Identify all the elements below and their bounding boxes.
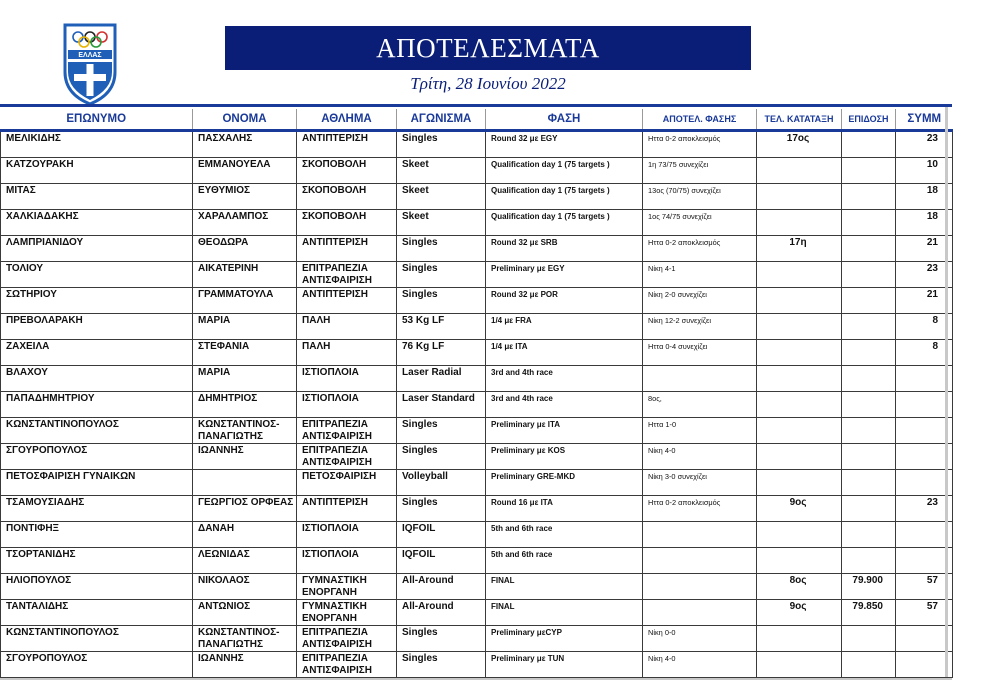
cell-performance — [842, 366, 896, 392]
cell-final-rank — [757, 548, 842, 574]
table-row — [1, 392, 953, 418]
cell-surname: ΖΑΧΕΙΛΑ — [1, 340, 193, 366]
cell-phase: FINAL — [486, 574, 643, 600]
cell-participants — [896, 548, 953, 574]
cell-event: Laser Radial — [397, 366, 486, 392]
cell-phase-result: Νίκη 3-0 συνεχίζει — [643, 470, 757, 496]
cell-sport: ΙΣΤΙΟΠΛΟΙΑ — [297, 548, 397, 574]
cell-event: Skeet — [397, 184, 486, 210]
table-row — [1, 574, 953, 600]
cell-name: ΛΕΩΝΙΔΑΣ — [193, 548, 297, 574]
cell-phase: Preliminary GRE-MKD — [486, 470, 643, 496]
cell-phase: 5th and 6th race — [486, 522, 643, 548]
table-body — [1, 131, 953, 678]
col-header: ΣΥΜΜ — [896, 109, 953, 131]
hellenic-olympic-logo — [62, 22, 118, 106]
table-row — [1, 158, 953, 184]
cell-sport: ΣΚΟΠΟΒΟΛΗ — [297, 158, 397, 184]
cell-phase-result: Ηττα 0-2 αποκλεισμός — [643, 496, 757, 522]
cell-phase-result: 13ος (70/75) συνεχίζει — [643, 184, 757, 210]
cell-final-rank — [757, 470, 842, 496]
cell-phase-result — [643, 522, 757, 548]
table-row — [1, 548, 953, 574]
cell-performance — [842, 626, 896, 652]
cell-participants — [896, 418, 953, 444]
table-row — [1, 496, 953, 522]
cell-final-rank — [757, 314, 842, 340]
cell-phase-result — [643, 574, 757, 600]
cell-sport: ΑΝΤΙΠΤΕΡΙΣΗ — [297, 236, 397, 262]
cell-phase: Qualification day 1 (75 targets ) — [486, 184, 643, 210]
cell-surname: ΣΓΟΥΡΟΠΟΥΛΟΣ — [1, 652, 193, 678]
cell-participants: 8 — [896, 340, 953, 366]
cell-phase: Round 32 με POR — [486, 288, 643, 314]
cell-name: ΠΑΣΧΑΛΗΣ — [193, 131, 297, 158]
cell-performance — [842, 158, 896, 184]
cell-final-rank — [757, 522, 842, 548]
cell-name: ΕΥΘΥΜΙΟΣ — [193, 184, 297, 210]
cell-sport: ΑΝΤΙΠΤΕΡΙΣΗ — [297, 131, 397, 158]
cell-surname: ΠΑΠΑΔΗΜΗΤΡΙΟΥ — [1, 392, 193, 418]
cell-phase: Qualification day 1 (75 targets ) — [486, 158, 643, 184]
cell-phase-result — [643, 548, 757, 574]
cell-sport: ΙΣΤΙΟΠΛΟΙΑ — [297, 522, 397, 548]
cell-phase-result: Νίκη 12-2 συνεχίζει — [643, 314, 757, 340]
cell-surname: ΤΣΟΡΤΑΝΙΔΗΣ — [1, 548, 193, 574]
logo-text: ΕΛΛΑΣ — [78, 52, 102, 59]
cell-performance — [842, 288, 896, 314]
cell-event: Singles — [397, 496, 486, 522]
cell-name: ΔΑΝΑΗ — [193, 522, 297, 548]
table-row — [1, 444, 953, 470]
cell-surname: ΣΩΤΗΡΙΟΥ — [1, 288, 193, 314]
cell-final-rank — [757, 444, 842, 470]
cell-name: ΚΩΝΣΤΑΝΤΙΝΟΣ-ΠΑΝΑΓΙΩΤΗΣ — [193, 418, 297, 444]
cell-participants — [896, 626, 953, 652]
cell-name — [193, 470, 297, 496]
cell-name: ΙΩΑΝΝΗΣ — [193, 652, 297, 678]
cell-name: ΙΩΑΝΝΗΣ — [193, 444, 297, 470]
table-row — [1, 288, 953, 314]
cell-sport: ΕΠΙΤΡΑΠΕΖΙΑ ΑΝΤΙΣΦΑΙΡΙΣΗ — [297, 652, 397, 678]
cell-surname: ΒΛΑΧΟΥ — [1, 366, 193, 392]
cell-phase: Round 32 με EGY — [486, 131, 643, 158]
cell-final-rank: 9ος — [757, 496, 842, 522]
cell-event: Singles — [397, 131, 486, 158]
cell-phase: 3rd and 4th race — [486, 366, 643, 392]
cell-performance — [842, 652, 896, 678]
cell-phase: Preliminary με TUN — [486, 652, 643, 678]
cell-event: 53 Kg LF — [397, 314, 486, 340]
cell-phase: 3rd and 4th race — [486, 392, 643, 418]
cell-name: ΣΤΕΦΑΝΙΑ — [193, 340, 297, 366]
cell-performance — [842, 522, 896, 548]
cell-final-rank — [757, 210, 842, 236]
cell-final-rank: 8ος — [757, 574, 842, 600]
col-header: ΑΘΛΗΜΑ — [297, 109, 397, 131]
cell-performance — [842, 340, 896, 366]
table-row — [1, 366, 953, 392]
cell-name: ΚΩΝΣΤΑΝΤΙΝΟΣ-ΠΑΝΑΓΙΩΤΗΣ — [193, 626, 297, 652]
cell-name: ΜΑΡΙΑ — [193, 314, 297, 340]
cell-phase: Preliminary με KOS — [486, 444, 643, 470]
cell-participants: 18 — [896, 210, 953, 236]
table-row — [1, 131, 953, 158]
cell-participants: 18 — [896, 184, 953, 210]
page-edge-shadow — [945, 107, 948, 677]
cell-name: ΑΙΚΑΤΕΡΙΝΗ — [193, 262, 297, 288]
cell-phase-result: Νίκη 4-0 — [643, 444, 757, 470]
cell-surname: ΤΣΑΜΟΥΣΙΑΔΗΣ — [1, 496, 193, 522]
cell-final-rank — [757, 288, 842, 314]
cell-sport: ΑΝΤΙΠΤΕΡΙΣΗ — [297, 496, 397, 522]
cell-surname: ΚΑΤΖΟΥΡΑΚΗ — [1, 158, 193, 184]
cell-phase-result — [643, 600, 757, 626]
table-row — [1, 652, 953, 678]
page-title: ΑΠΟΤΕΛΕΣΜΑΤΑ — [225, 26, 751, 70]
cell-surname: ΜΙΤΑΣ — [1, 184, 193, 210]
cell-final-rank — [757, 418, 842, 444]
header-rule — [0, 104, 952, 107]
cell-event: IQFOIL — [397, 522, 486, 548]
cell-surname: ΛΑΜΠΡΙΑΝΙΔΟΥ — [1, 236, 193, 262]
cell-phase-result — [643, 366, 757, 392]
cell-performance — [842, 496, 896, 522]
cell-participants — [896, 444, 953, 470]
cell-participants: 57 — [896, 600, 953, 626]
cell-sport: ΕΠΙΤΡΑΠΕΖΙΑ ΑΝΤΙΣΦΑΙΡΙΣΗ — [297, 262, 397, 288]
cell-sport: ΠΑΛΗ — [297, 340, 397, 366]
cell-participants: 57 — [896, 574, 953, 600]
cell-surname: ΤΑΝΤΑΛΙΔΗΣ — [1, 600, 193, 626]
cell-name: ΓΡΑΜΜΑΤΟΥΛΑ — [193, 288, 297, 314]
cell-sport: ΣΚΟΠΟΒΟΛΗ — [297, 184, 397, 210]
cell-name: ΑΝΤΩΝΙΟΣ — [193, 600, 297, 626]
cell-event: Volleyball — [397, 470, 486, 496]
cell-phase-result: Νίκη 4-1 — [643, 262, 757, 288]
cell-sport: ΙΣΤΙΟΠΛΟΙΑ — [297, 392, 397, 418]
table-row — [1, 418, 953, 444]
cell-participants: 21 — [896, 288, 953, 314]
cell-phase-result: Ηττα 0-4 συνεχίζει — [643, 340, 757, 366]
cell-performance — [842, 444, 896, 470]
cell-final-rank — [757, 366, 842, 392]
cell-surname: ΠΕΤΟΣΦΑΙΡΙΣΗ ΓΥΝΑΙΚΩΝ — [1, 470, 193, 496]
cell-phase: 1/4 με FRA — [486, 314, 643, 340]
cell-participants — [896, 652, 953, 678]
cell-surname: ΚΩΝΣΤΑΝΤΙΝΟΠΟΥΛΟΣ — [1, 418, 193, 444]
cell-performance: 79.850 — [842, 600, 896, 626]
cell-performance: 79.900 — [842, 574, 896, 600]
cell-phase-result: Ηττα 1-0 — [643, 418, 757, 444]
table-row — [1, 626, 953, 652]
cell-performance — [842, 262, 896, 288]
cell-phase: 1/4 με ITA — [486, 340, 643, 366]
cell-surname: ΗΛΙΟΠΟΥΛΟΣ — [1, 574, 193, 600]
cell-phase: Round 16 με ITA — [486, 496, 643, 522]
cell-phase: FINAL — [486, 600, 643, 626]
cell-participants — [896, 522, 953, 548]
cell-participants: 23 — [896, 131, 953, 158]
cell-surname: ΧΑΛΚΙΑΔΑΚΗΣ — [1, 210, 193, 236]
cell-final-rank — [757, 392, 842, 418]
cell-event: Singles — [397, 236, 486, 262]
table-row — [1, 262, 953, 288]
cell-phase: Preliminary μεCYP — [486, 626, 643, 652]
cell-name: ΧΑΡΑΛΑΜΠΟΣ — [193, 210, 297, 236]
cell-participants — [896, 392, 953, 418]
cell-phase-result: 1η 73/75 συνεχίζει — [643, 158, 757, 184]
cell-name: ΜΑΡΙΑ — [193, 366, 297, 392]
col-header: ΑΓΩΝΙΣΜΑ — [397, 109, 486, 131]
cell-phase-result: 8ος, — [643, 392, 757, 418]
col-header: ΕΠΩΝΥΜΟ — [1, 109, 193, 131]
cell-event: Skeet — [397, 210, 486, 236]
cell-phase: 5th and 6th race — [486, 548, 643, 574]
cell-name: ΝΙΚΟΛΑΟΣ — [193, 574, 297, 600]
cell-phase: Qualification day 1 (75 targets ) — [486, 210, 643, 236]
table-header-row — [1, 109, 953, 131]
cell-performance — [842, 418, 896, 444]
cell-performance — [842, 314, 896, 340]
cell-performance — [842, 470, 896, 496]
table-row — [1, 600, 953, 626]
cell-sport: ΓΥΜΝΑΣΤΙΚΗ ΕΝΟΡΓΑΝΗ — [297, 600, 397, 626]
cell-event: 76 Kg LF — [397, 340, 486, 366]
cell-surname: ΤΟΛΙΟΥ — [1, 262, 193, 288]
cell-participants: 23 — [896, 496, 953, 522]
cell-event: All-Around — [397, 574, 486, 600]
cell-name: ΘΕΟΔΩΡΑ — [193, 236, 297, 262]
cell-final-rank: 17ος — [757, 131, 842, 158]
cell-participants: 8 — [896, 314, 953, 340]
table-row — [1, 470, 953, 496]
col-header: ΤΕΛ. ΚΑΤΑΤΑΞΗ — [757, 109, 842, 131]
cell-event: Singles — [397, 418, 486, 444]
cell-final-rank — [757, 184, 842, 210]
cell-phase-result: Ηττα 0-2 αποκλεισμός — [643, 131, 757, 158]
cell-event: Singles — [397, 262, 486, 288]
col-header: ΑΠΟΤΕΛ. ΦΑΣΗΣ — [643, 109, 757, 131]
cell-participants: 21 — [896, 236, 953, 262]
cell-participants — [896, 470, 953, 496]
cell-final-rank — [757, 652, 842, 678]
cell-sport: ΣΚΟΠΟΒΟΛΗ — [297, 210, 397, 236]
cell-event: Skeet — [397, 158, 486, 184]
cell-sport: ΠΑΛΗ — [297, 314, 397, 340]
cell-final-rank — [757, 262, 842, 288]
col-header: ΟΝΟΜΑ — [193, 109, 297, 131]
cell-event: Singles — [397, 288, 486, 314]
cell-sport: ΓΥΜΝΑΣΤΙΚΗ ΕΝΟΡΓΑΝΗ — [297, 574, 397, 600]
cell-phase-result: Νίκη 2-0 συνεχίζει — [643, 288, 757, 314]
cell-event: Laser Standard — [397, 392, 486, 418]
cell-phase-result: Ηττα 0-2 αποκλεισμός — [643, 236, 757, 262]
cell-participants — [896, 366, 953, 392]
cell-event: All-Around — [397, 600, 486, 626]
cell-phase: Preliminary με EGY — [486, 262, 643, 288]
cell-sport: ΕΠΙΤΡΑΠΕΖΙΑ ΑΝΤΙΣΦΑΙΡΙΣΗ — [297, 418, 397, 444]
cell-phase: Round 32 με SRB — [486, 236, 643, 262]
page-bottom-shadow — [0, 678, 952, 680]
table-row — [1, 314, 953, 340]
cell-performance — [842, 548, 896, 574]
cell-surname: ΚΩΝΣΤΑΝΤΙΝΟΠΟΥΛΟΣ — [1, 626, 193, 652]
table-row — [1, 522, 953, 548]
cell-sport: ΑΝΤΙΠΤΕΡΙΣΗ — [297, 288, 397, 314]
cell-name: ΕΜΜΑΝΟΥΕΛΑ — [193, 158, 297, 184]
cell-event: Singles — [397, 652, 486, 678]
cell-event: IQFOIL — [397, 548, 486, 574]
cell-performance — [842, 392, 896, 418]
cell-name: ΓΕΩΡΓΙΟΣ ΟΡΦΕΑΣ — [193, 496, 297, 522]
page-date: Τρίτη, 28 Ιουνίου 2022 — [410, 74, 566, 93]
cell-final-rank — [757, 158, 842, 184]
cell-surname: ΜΕΛΙΚΙΔΗΣ — [1, 131, 193, 158]
cell-surname: ΠΟΝΤΙΦΗΞ — [1, 522, 193, 548]
cell-participants: 10 — [896, 158, 953, 184]
cell-final-rank: 17η — [757, 236, 842, 262]
cell-participants: 23 — [896, 262, 953, 288]
cell-performance — [842, 210, 896, 236]
cell-phase: Preliminary με ITA — [486, 418, 643, 444]
cell-sport: ΕΠΙΤΡΑΠΕΖΙΑ ΑΝΤΙΣΦΑΙΡΙΣΗ — [297, 626, 397, 652]
cell-performance — [842, 184, 896, 210]
cell-surname: ΠΡΕΒΟΛΑΡΑΚΗ — [1, 314, 193, 340]
cell-performance — [842, 131, 896, 158]
cell-sport: ΠΕΤΟΣΦΑΙΡΙΣΗ — [297, 470, 397, 496]
cell-phase-result: Νίκη 4-0 — [643, 652, 757, 678]
cell-event: Singles — [397, 444, 486, 470]
cell-final-rank — [757, 626, 842, 652]
col-header: ΦΑΣΗ — [486, 109, 643, 131]
cell-sport: ΕΠΙΤΡΑΠΕΖΙΑ ΑΝΤΙΣΦΑΙΡΙΣΗ — [297, 444, 397, 470]
cell-name: ΔΗΜΗΤΡΙΟΣ — [193, 392, 297, 418]
cell-final-rank — [757, 340, 842, 366]
cell-surname: ΣΓΟΥΡΟΠΟΥΛΟΣ — [1, 444, 193, 470]
cell-event: Singles — [397, 626, 486, 652]
cell-sport: ΙΣΤΙΟΠΛΟΙΑ — [297, 366, 397, 392]
results-table — [0, 109, 953, 678]
col-header: ΕΠΙΔΟΣΗ — [842, 109, 896, 131]
table-row — [1, 210, 953, 236]
table-row — [1, 340, 953, 366]
table-row — [1, 236, 953, 262]
cell-phase-result: 1ος 74/75 συνεχίζει — [643, 210, 757, 236]
cell-performance — [842, 236, 896, 262]
cell-phase-result: Νίκη 0-0 — [643, 626, 757, 652]
table-row — [1, 184, 953, 210]
cell-final-rank: 9ος — [757, 600, 842, 626]
